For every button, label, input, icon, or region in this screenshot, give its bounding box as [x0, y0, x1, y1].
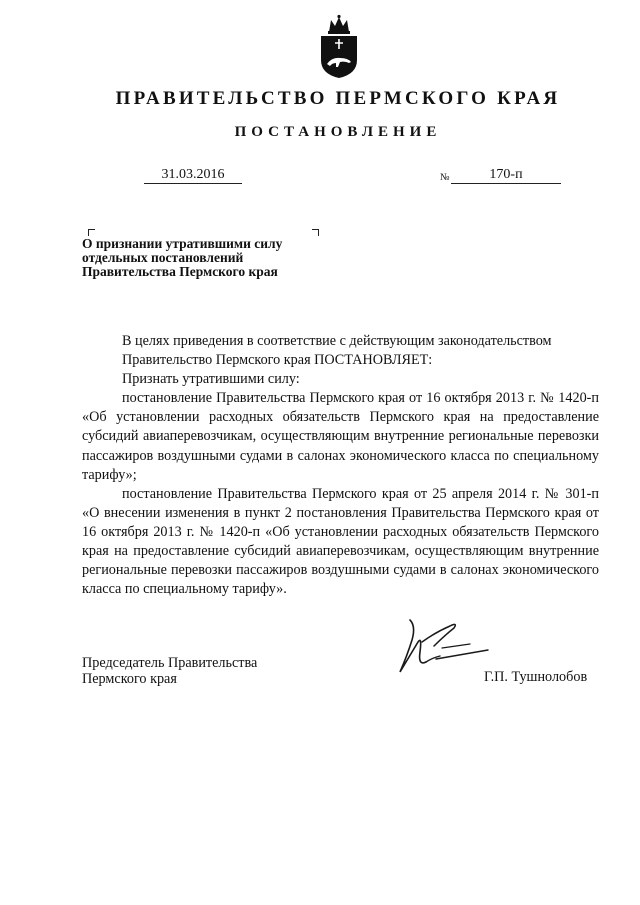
- handwritten-signature-icon: [392, 612, 492, 682]
- subject-line: Правительства Пермского края: [82, 264, 278, 279]
- body-paragraph: постановление Правительства Пермского края от 16 октября 2013 г. № 1420-п «Об установлении расходных обязательств Пермского края на предоставление субсидий авиаперевозчикам, осуществляющим внутренние региональные перевозки пассажиров воздушными судами в салонах экономического класса по специальному тарифу»;: [82, 390, 599, 483]
- subject-corner-right: [312, 229, 319, 236]
- body-paragraph: Признать утратившими силу:: [122, 371, 300, 388]
- signer-position-line: Председатель Правительства: [82, 655, 258, 671]
- document-type: ПОСТАНОВЛЕНИЕ: [234, 124, 442, 140]
- coat-of-arms-icon: [318, 14, 360, 80]
- subject-line: отдельных постановлений: [82, 250, 244, 265]
- number-label: №: [440, 172, 450, 183]
- document-subject: [82, 237, 342, 279]
- subject-corner-left: [88, 229, 95, 236]
- signer-position: [82, 656, 257, 687]
- document-date: 31.03.2016: [144, 166, 242, 184]
- body-paragraph: Правительство Пермского края ПОСТАНОВЛЯЕТ:: [122, 352, 433, 369]
- signer-position-line: Пермского края: [82, 670, 177, 687]
- signer-name: Г.П. Тушнолобов: [484, 669, 588, 685]
- body-paragraph: В целях приведения в соответствие с действующим законодательством: [122, 333, 552, 349]
- body-paragraph: постановление Правительства Пермского края от 25 апреля 2014 г. № 301-п «О внесении изменения в пункт 2 постановления Правительства Пермского края от 16 октября 2013 г. № 1420-п «Об установлении расходных обязательств Пермского края на предоставление субсидий авиаперевозчикам, осуществляющим внутренние региональные перевозки пассажиров воздушными судами в салонах экономического класса по специальному тарифу».: [82, 485, 599, 598]
- subject-line: О признании утратившими силу: [82, 236, 283, 251]
- organization-title: ПРАВИТЕЛЬСТВО ПЕРМСКОГО КРАЯ: [115, 88, 561, 109]
- document-number: 170-п: [451, 166, 561, 184]
- document-body: [82, 332, 599, 599]
